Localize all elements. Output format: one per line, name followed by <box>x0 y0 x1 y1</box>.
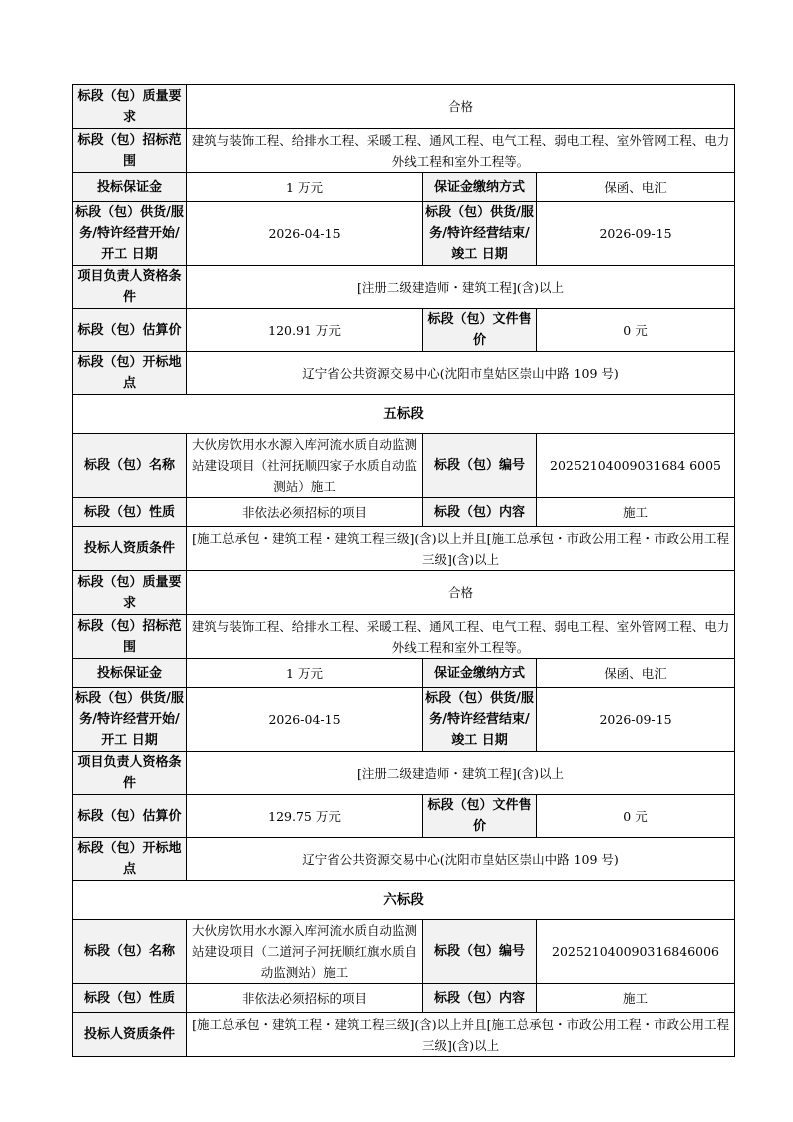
table-row <box>73 498 735 527</box>
table-row <box>73 920 735 984</box>
scope-value: 建筑与装饰工程、给排水工程、采暖工程、通风工程、电气工程、弱电工程、室外管网工程、电力外线工程和室外工程等。 <box>187 615 735 659</box>
opening-location-label: 标段（包）开标地点 <box>73 352 187 395</box>
nature-value: 非依法必须招标的项目 <box>187 498 423 527</box>
table-row <box>73 129 735 173</box>
end-date-label: 标段（包）供货/服务/特许经营结束/竣工 日期 <box>423 202 537 266</box>
bond-value: 1 万元 <box>187 659 423 688</box>
end-date-label: 标段（包）供货/服务/特许经营结束/竣工 日期 <box>423 688 537 752</box>
table-row <box>73 352 735 395</box>
estimate-value: 129.75 万元 <box>187 795 423 838</box>
table-row <box>73 1013 735 1057</box>
name-value: 大伙房饮用水水源入库河流水质自动监测站建设项目（社河抚顺四家子水质自动监测站）施工 <box>187 434 423 498</box>
table-row <box>73 266 735 309</box>
name-value: 大伙房饮用水水源入库河流水质自动监测站建设项目（二道河子河抚顺红旗水质自动监测站）施工 <box>187 920 423 984</box>
bond-label: 投标保证金 <box>73 659 187 688</box>
content-label: 标段（包）内容 <box>423 984 537 1013</box>
quality-label: 标段（包）质量要求 <box>73 571 187 615</box>
bond-method-value: 保函、电汇 <box>537 659 735 688</box>
estimate-label: 标段（包）估算价 <box>73 795 187 838</box>
table-row <box>73 881 735 920</box>
tender-section-table <box>72 84 735 1057</box>
table-row <box>73 434 735 498</box>
nature-label: 标段（包）性质 <box>73 498 187 527</box>
table-row <box>73 688 735 752</box>
table-row <box>73 85 735 129</box>
bidder-qualification-label: 投标人资质条件 <box>73 527 187 571</box>
tender-document-page <box>72 84 734 1057</box>
doc-price-label: 标段（包）文件售价 <box>423 795 537 838</box>
name-label: 标段（包）名称 <box>73 434 187 498</box>
table-row <box>73 752 735 795</box>
opening-location-label: 标段（包）开标地点 <box>73 838 187 881</box>
table-row <box>73 395 735 434</box>
doc-price-value: 0 元 <box>537 795 735 838</box>
bond-method-value: 保函、电汇 <box>537 173 735 202</box>
bidder-qualification-value: [施工总承包・建筑工程・建筑工程三级](含)以上并且[施工总承包・市政公用工程・市政公用工程三级](含)以上 <box>187 1013 735 1057</box>
start-date-value: 2026-04-15 <box>187 202 423 266</box>
code-value: 20252104009031684 6005 <box>537 434 735 498</box>
table-row <box>73 838 735 881</box>
nature-label: 标段（包）性质 <box>73 984 187 1013</box>
content-label: 标段（包）内容 <box>423 498 537 527</box>
content-value: 施工 <box>537 984 735 1013</box>
quality-label: 标段（包）质量要求 <box>73 85 187 129</box>
estimate-label: 标段（包）估算价 <box>73 309 187 352</box>
bond-value: 1 万元 <box>187 173 423 202</box>
pm-qualification-value: [注册二级建造师・建筑工程](含)以上 <box>187 752 735 795</box>
section-heading: 六标段 <box>73 881 735 920</box>
name-label: 标段（包）名称 <box>73 920 187 984</box>
start-date-label: 标段（包）供货/服务/特许经营开始/开工 日期 <box>73 688 187 752</box>
pm-qualification-label: 项目负责人资格条件 <box>73 752 187 795</box>
end-date-value: 2026-09-15 <box>537 202 735 266</box>
opening-location-value: 辽宁省公共资源交易中心(沈阳市皇姑区崇山中路 109 号) <box>187 838 735 881</box>
quality-value: 合格 <box>187 85 735 129</box>
doc-price-label: 标段（包）文件售价 <box>423 309 537 352</box>
nature-value: 非依法必须招标的项目 <box>187 984 423 1013</box>
content-value: 施工 <box>537 498 735 527</box>
scope-label: 标段（包）招标范围 <box>73 615 187 659</box>
quality-value: 合格 <box>187 571 735 615</box>
pm-qualification-value: [注册二级建造师・建筑工程](含)以上 <box>187 266 735 309</box>
bond-method-label: 保证金缴纳方式 <box>423 659 537 688</box>
pm-qualification-label: 项目负责人资格条件 <box>73 266 187 309</box>
table-row <box>73 984 735 1013</box>
table-row <box>73 309 735 352</box>
table-row <box>73 659 735 688</box>
doc-price-value: 0 元 <box>537 309 735 352</box>
end-date-value: 2026-09-15 <box>537 688 735 752</box>
bond-method-label: 保证金缴纳方式 <box>423 173 537 202</box>
start-date-value: 2026-04-15 <box>187 688 423 752</box>
start-date-label: 标段（包）供货/服务/特许经营开始/开工 日期 <box>73 202 187 266</box>
table-row <box>73 527 735 571</box>
code-value: 202521040090316846006 <box>537 920 735 984</box>
scope-label: 标段（包）招标范围 <box>73 129 187 173</box>
bidder-qualification-label: 投标人资质条件 <box>73 1013 187 1057</box>
table-row <box>73 571 735 615</box>
section-heading: 五标段 <box>73 395 735 434</box>
table-row <box>73 795 735 838</box>
code-label: 标段（包）编号 <box>423 434 537 498</box>
bidder-qualification-value: [施工总承包・建筑工程・建筑工程三级](含)以上并且[施工总承包・市政公用工程・市政公用工程三级](含)以上 <box>187 527 735 571</box>
bond-label: 投标保证金 <box>73 173 187 202</box>
scope-value: 建筑与装饰工程、给排水工程、采暖工程、通风工程、电气工程、弱电工程、室外管网工程、电力外线工程和室外工程等。 <box>187 129 735 173</box>
code-label: 标段（包）编号 <box>423 920 537 984</box>
opening-location-value: 辽宁省公共资源交易中心(沈阳市皇姑区崇山中路 109 号) <box>187 352 735 395</box>
table-row <box>73 615 735 659</box>
estimate-value: 120.91 万元 <box>187 309 423 352</box>
table-row <box>73 202 735 266</box>
table-row <box>73 173 735 202</box>
